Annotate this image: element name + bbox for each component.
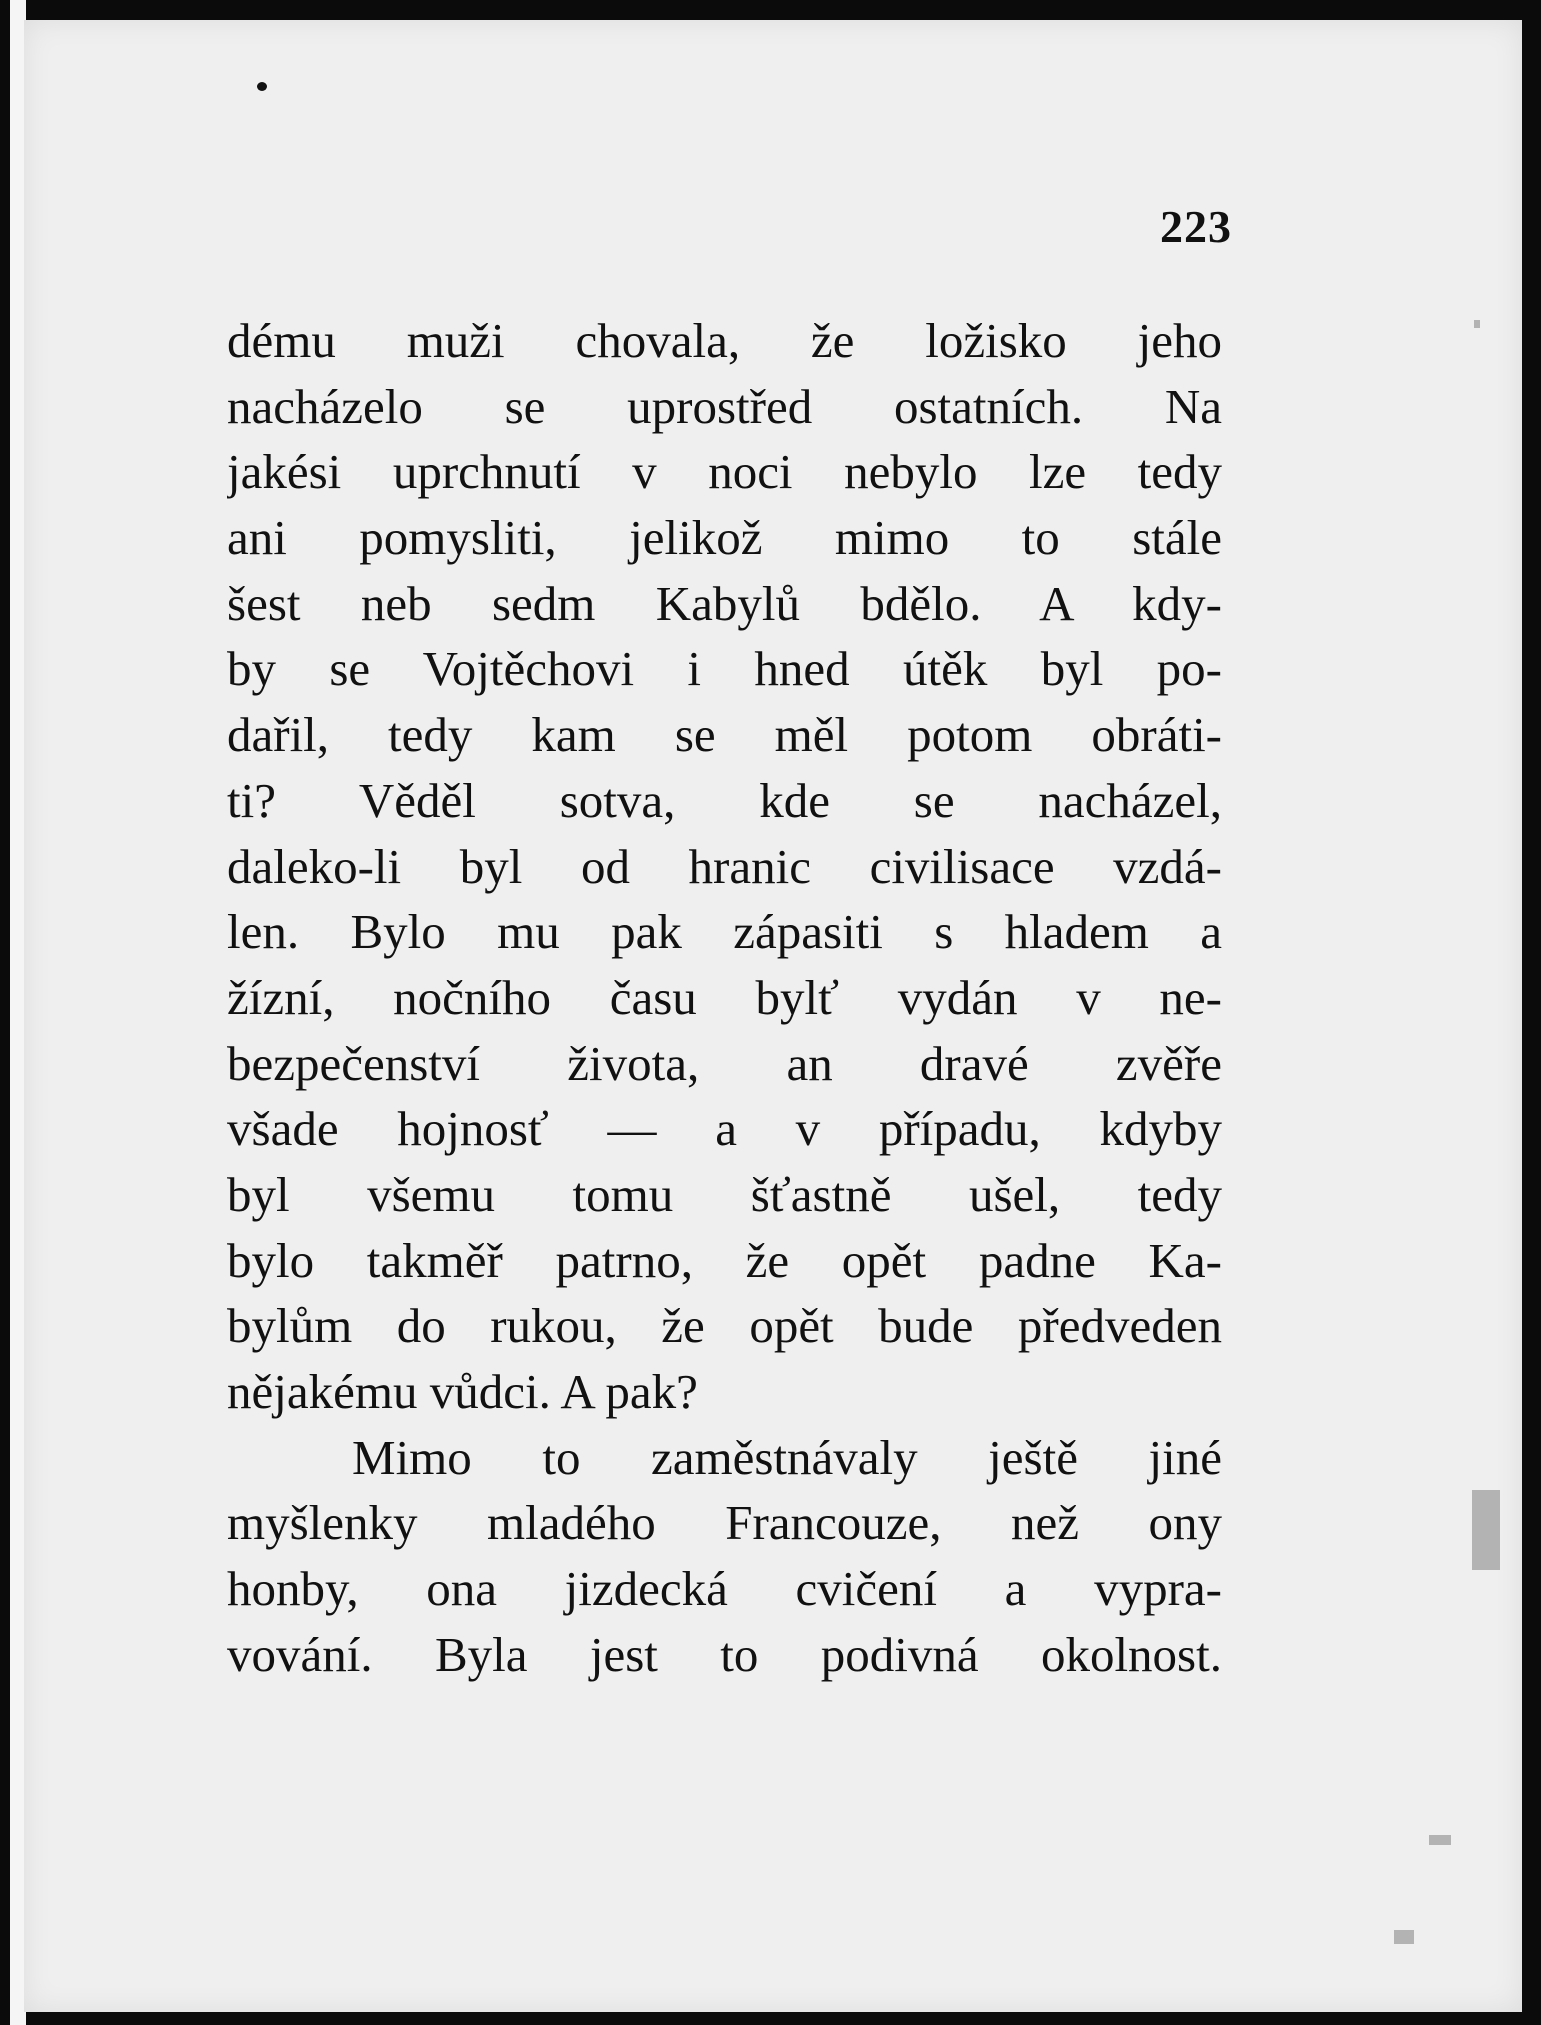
text-line: bylům do rukou, že opět bude předveden (227, 1298, 1222, 1354)
text-line: nějakému vůdci. A pak? (227, 1364, 698, 1419)
text-line: bylo takměř patrno, že opět padne Ka- (227, 1232, 1222, 1288)
text-line: žízní, nočního času bylť vydán v ne- (227, 969, 1222, 1025)
text-line: byl všemu tomu šťastně ušel, tedy (227, 1166, 1222, 1222)
text-line: ani pomysliti, jelikož mimo to stále (227, 510, 1222, 566)
text-line: vování. Byla jest to podivná okolnost. (227, 1626, 1222, 1682)
text-line: daleko-li byl od hranic civilisace vzdá- (227, 838, 1222, 894)
text-line: Mimo to zaměstnávaly ještě jiné (352, 1429, 1222, 1485)
ink-speck (257, 82, 267, 91)
book-page (24, 20, 1522, 2012)
text-line: nacházelo se uprostřed ostatních. Na (227, 378, 1222, 434)
bleed-mark (1474, 320, 1480, 328)
page-number: 223 (1160, 201, 1232, 252)
text-line: dému muži chovala, že ložisko jeho (227, 313, 1222, 368)
text-line: len. Bylo mu pak zápasiti s hladem a (227, 904, 1222, 960)
bleed-mark (1429, 1835, 1451, 1845)
text-line: bezpečenství života, an dravé zvěře (227, 1035, 1222, 1091)
text-line: dařil, tedy kam se měl potom obráti- (227, 707, 1222, 763)
text-line: ti? Věděl sotva, kde se nacházel, (227, 772, 1222, 828)
bleed-mark (1394, 1930, 1414, 1944)
text-line: by se Vojtěchovi i hned útěk byl po- (227, 641, 1222, 697)
body-text (227, 308, 1222, 1687)
text-line: myšlenky mladého Francouze, než ony (227, 1495, 1222, 1551)
text-line: jakési uprchnutí v noci nebylo lze tedy (227, 444, 1222, 500)
bleed-mark (1472, 1490, 1500, 1570)
text-line: honby, ona jizdecká cvičení a vypra- (227, 1561, 1222, 1617)
text-line: všade hojnosť — a v případu, kdyby (227, 1101, 1222, 1157)
text-line: šest neb sedm Kabylů bdělo. A kdy- (227, 575, 1222, 631)
